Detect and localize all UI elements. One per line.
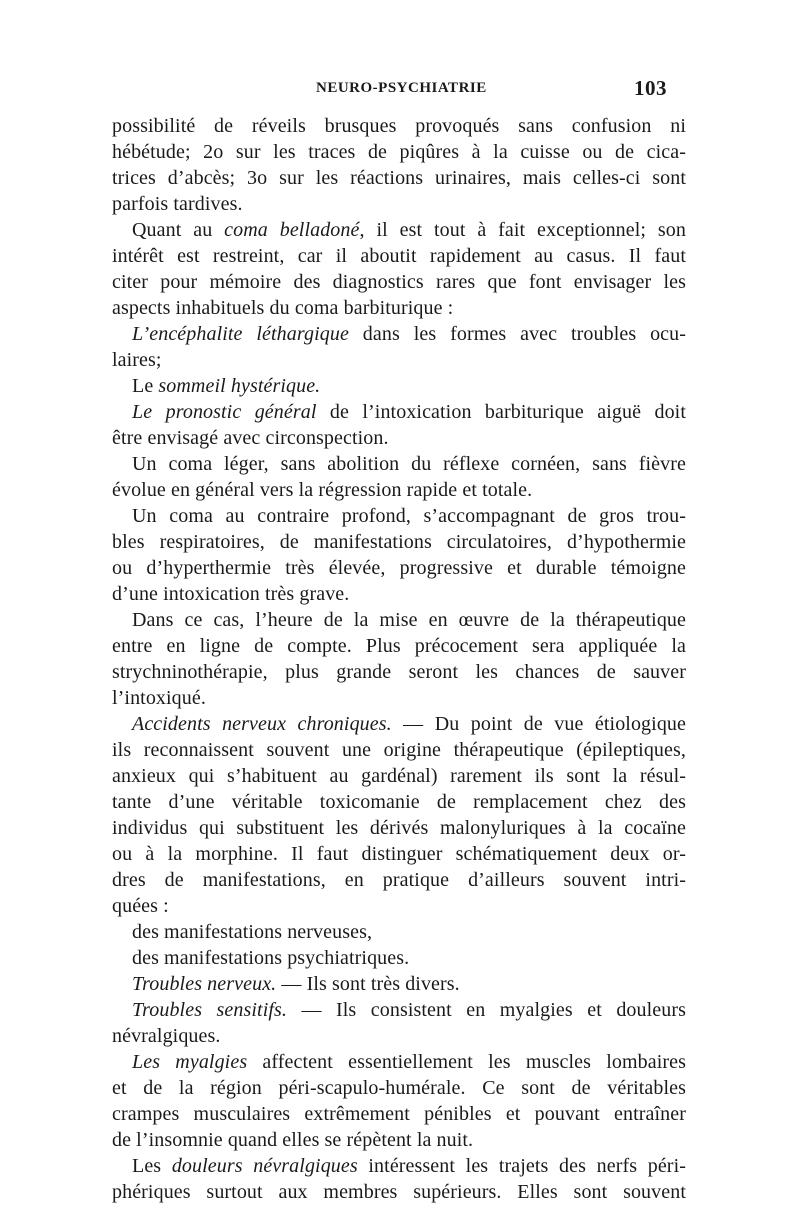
text-segment: , il est tout à fait exceptionnel; son [359,219,687,241]
text-segment: intérêt est restreint, car il aboutit rapidement au casus. Il faut [112,245,686,267]
text-line [112,529,686,555]
text-line [112,607,686,633]
text-segment: de l’insomnie quand elles se répètent la nuit. [112,1129,474,1151]
text-line [112,659,686,685]
text-segment: de l’intoxication barbiturique aiguë doit [316,401,686,423]
text-segment: individus qui substituent les dérivés malonyluriques à la cocaïne [112,817,686,839]
text-line [112,503,686,529]
text-segment: Quant au [132,219,225,241]
text-segment: crampes musculaires extrêmement pénibles et pouvant entraîner [112,1103,686,1125]
text-line [112,971,686,997]
text-segment: Les [132,1155,172,1177]
text-line [112,763,686,789]
italic-text: Les myalgies [132,1051,248,1073]
text-segment: — Ils consistent en myalgies et douleurs [287,999,686,1021]
text-segment: Le [132,375,159,397]
italic-text: douleurs névralgiques [171,1155,358,1177]
text-line [112,477,686,503]
text-line [112,893,686,919]
text-line [112,555,686,581]
text-segment: Dans ce cas, l’heure de la mise en œuvre de la thérapeutique [132,609,686,631]
text-segment: — Ils sont très divers. [276,973,460,995]
text-line [112,217,686,243]
text-segment: bles respiratoires, de manifestations circulatoires, d’hypothermie [112,531,686,553]
text-segment: intéressent les trajets des nerfs péri- [357,1155,686,1177]
text-line [112,295,686,321]
italic-text: L’encéphalite léthargique [132,323,349,345]
italic-text: Troubles sensitifs. [132,999,287,1021]
text-line [112,815,686,841]
text-line [112,1127,686,1153]
text-line [112,373,686,399]
text-segment: Un coma léger, sans abolition du réflexe cornéen, sans fièvre [132,453,686,475]
running-header [0,78,800,102]
text-segment: Un coma au contraire profond, s’accompagnant de gros trou- [132,505,686,527]
text-line [112,867,686,893]
text-line [112,997,686,1023]
text-segment: d’une intoxication très grave. [112,583,350,605]
italic-text: Accidents nerveux chroniques. [132,713,392,735]
text-line [112,919,686,945]
body-text [112,113,686,1205]
text-segment: et de la région péri-scapulo-humérale. Ce sont de véritables [112,1077,686,1099]
text-segment: strychninothérapie, plus grande seront les chances de sauver [112,661,686,683]
text-segment: phériques surtout aux membres supérieurs. Elles sont souvent [112,1181,686,1203]
text-segment: évolue en général vers la régression rapide et totale. [112,479,533,501]
text-segment: affectent essentiellement les muscles lombaires [247,1051,686,1073]
text-segment: trices d’abcès; 3o sur les réactions urinaires, mais celles-ci sont [112,167,686,189]
text-line [112,1153,686,1179]
text-line [112,347,686,373]
text-segment: possibilité de réveils brusques provoqués sans confusion ni [112,115,686,137]
text-line [112,1101,686,1127]
text-segment: être envisagé avec circonspection. [112,427,389,449]
text-segment: anxieux qui s’habituent au gardénal) rarement ils sont la résul- [112,765,686,787]
text-line [112,321,686,347]
text-line [112,581,686,607]
text-line [112,399,686,425]
italic-text: coma belladoné [224,219,360,241]
text-line [112,789,686,815]
text-line [112,1179,686,1205]
text-segment: citer pour mémoire des diagnostics rares que font envisager les [112,271,686,293]
text-line [112,841,686,867]
text-segment: des manifestations psychiatriques. [132,947,410,969]
text-line [112,633,686,659]
italic-text: Le pronostic général [132,401,317,423]
text-segment: ou d’hyperthermie très élevée, progressive et durable témoigne [112,557,686,579]
running-title: NEURO-PSYCHIATRIE [316,80,487,96]
text-segment: tante d’une véritable toxicomanie de remplacement chez des [112,791,686,813]
page-number: 103 [634,76,667,100]
italic-text: sommeil hystérique. [158,375,321,397]
text-line [112,191,686,217]
text-segment: entre en ligne de compte. Plus précocement sera appliquée la [112,635,686,657]
text-line [112,685,686,711]
text-segment: dres de manifestations, en pratique d’ailleurs souvent intri- [112,869,686,891]
text-segment: — Du point de vue étiologique [391,713,686,735]
text-segment: hébétude; 2o sur les traces de piqûres à la cuisse ou de cica- [112,141,686,163]
text-segment: ou à la morphine. Il faut distinguer schématiquement deux or- [112,843,686,865]
text-line [112,425,686,451]
text-segment: laires; [112,349,162,371]
text-segment: aspects inhabituels du coma barbiturique : [112,297,454,319]
text-line [112,165,686,191]
text-line [112,711,686,737]
text-line [112,1049,686,1075]
text-line [112,1075,686,1101]
text-segment: dans les formes avec troubles ocu- [348,323,687,345]
text-segment: quées : [112,895,169,917]
text-line [112,737,686,763]
text-segment: l’intoxiqué. [112,687,206,709]
text-segment: névralgiques. [112,1025,221,1047]
text-line [112,451,686,477]
italic-text: Troubles nerveux. [132,973,277,995]
text-line [112,243,686,269]
text-line [112,113,686,139]
text-line [112,945,686,971]
text-line [112,139,686,165]
text-line [112,269,686,295]
text-segment: des manifestations nerveuses, [132,921,373,943]
text-segment: parfois tardives. [112,193,243,215]
text-line [112,1023,686,1049]
text-segment: ils reconnaissent souvent une origine thérapeutique (épileptiques, [112,739,686,761]
